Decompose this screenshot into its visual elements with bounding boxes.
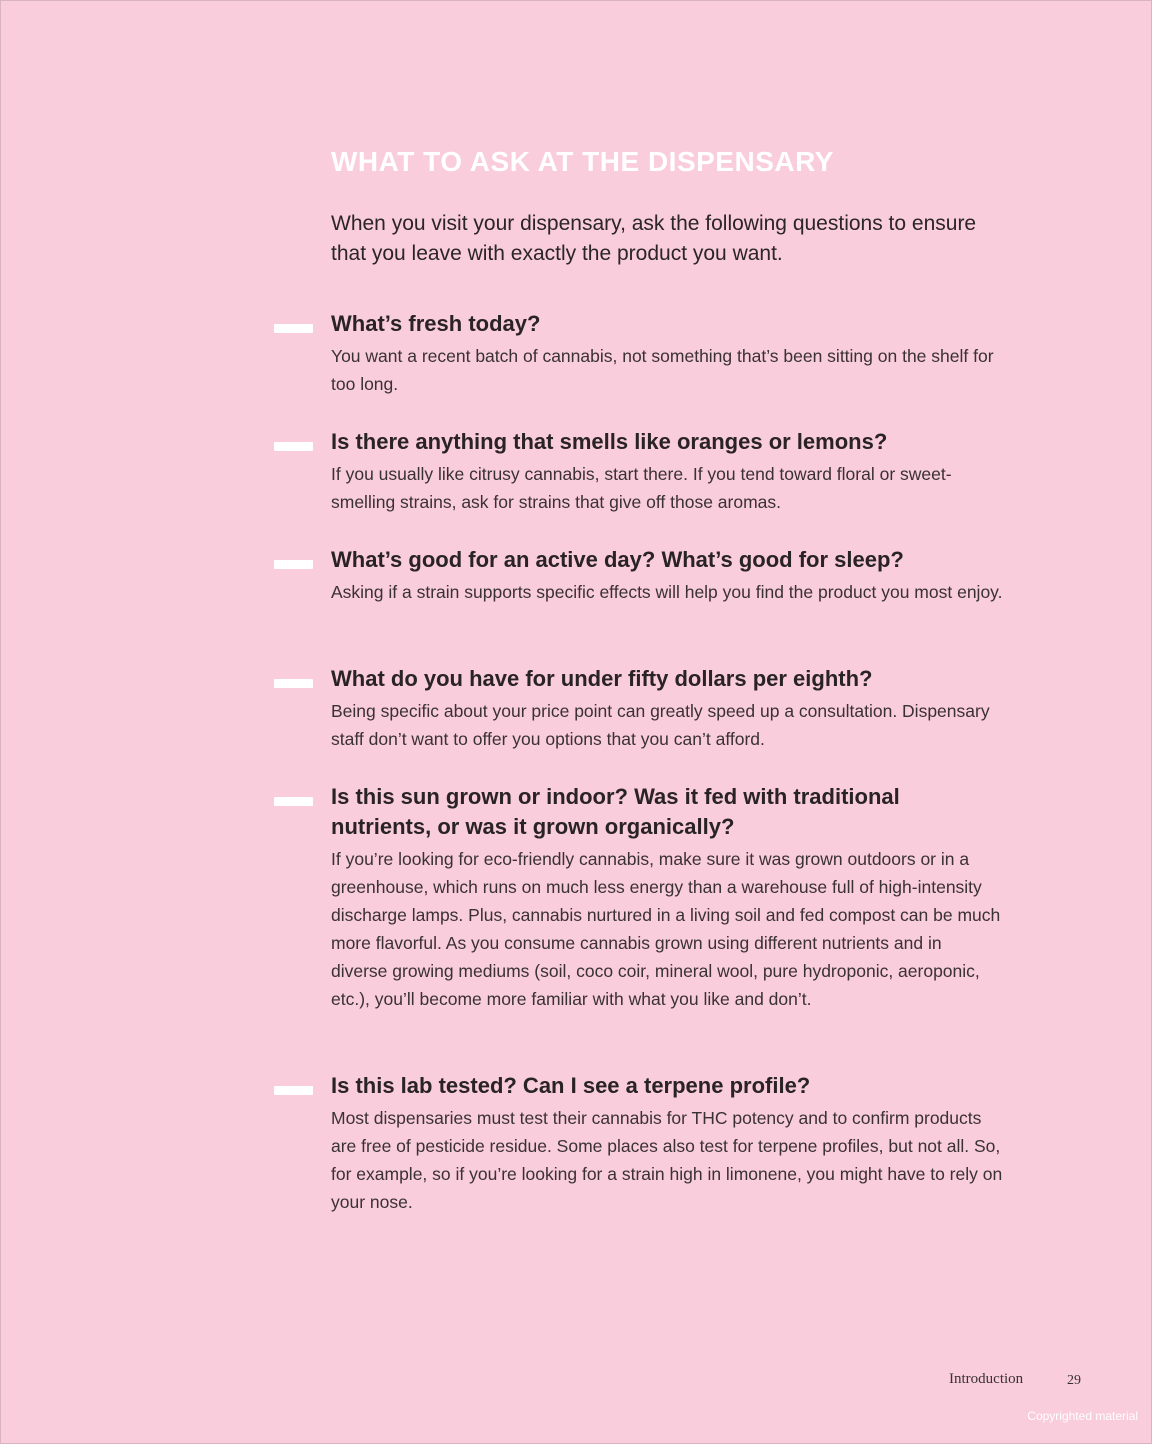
answer-text: If you’re looking for eco-friendly cannabis, make sure it was grown outdoors or in a greenhouse, which runs on much less energy than a warehouse full of high-intensity discharge lamps. Plus, cannabis nurtured in a living soil and fed compost can be much more flavorful. As you consume cannabis grown using different nutrients and in diverse growing mediums (soil, coco coir, mineral wool, pure hydroponic, aeroponic, etc.), you’ll become more familiar with what you like and don’t. bbox=[331, 849, 1001, 1009]
copyright-watermark: Copyrighted material bbox=[1027, 1409, 1138, 1423]
question-item-6 bbox=[331, 1071, 1011, 1216]
question-item-1 bbox=[331, 309, 1011, 398]
question-heading: What do you have for under fifty dollars per eighth? bbox=[331, 666, 873, 691]
footer-page-number: 29 bbox=[1067, 1373, 1081, 1388]
answer-text: Being specific about your price point can greatly speed up a consultation. Dispensary staff don’t want to offer you options that you can’t afford. bbox=[331, 701, 990, 749]
intro-paragraph: When you visit your dispensary, ask the following questions to ensure that you leave with exactly the product you want. bbox=[331, 212, 977, 265]
section-heading: WHAT TO ASK AT THE DISPENSARY bbox=[331, 146, 834, 177]
dash-bullet-icon bbox=[274, 324, 313, 333]
answer-text: If you usually like citrusy cannabis, start there. If you tend toward floral or sweet-smelling strains, ask for strains that give off those aromas. bbox=[331, 464, 952, 512]
question-heading: Is this lab tested? Can I see a terpene profile? bbox=[331, 1073, 811, 1098]
question-item-4 bbox=[331, 664, 1011, 753]
question-heading: Is there anything that smells like oranges or lemons? bbox=[331, 429, 888, 454]
question-item-3 bbox=[331, 545, 1011, 606]
dash-bullet-icon bbox=[274, 679, 313, 688]
question-item-5 bbox=[331, 782, 1001, 1013]
answer-text: Asking if a strain supports specific effects will help you find the product you most enjoy. bbox=[331, 582, 1003, 602]
question-heading: Is this sun grown or indoor? Was it fed with traditional nutrients, or was it grown organically? bbox=[331, 784, 900, 839]
footer-section-name: Introduction bbox=[949, 1371, 1024, 1387]
question-heading: What’s fresh today? bbox=[331, 311, 541, 336]
answer-text: Most dispensaries must test their cannabis for THC potency and to confirm products are free of pesticide residue. Some places also test for terpene profiles, but not all. So, for example, so if you’re looking for a strain high in limonene, you might have to rely on your nose. bbox=[331, 1108, 1003, 1212]
dash-bullet-icon bbox=[274, 797, 313, 806]
dash-bullet-icon bbox=[274, 1086, 313, 1095]
dash-bullet-icon bbox=[274, 442, 313, 451]
question-heading: What’s good for an active day? What’s good for sleep? bbox=[331, 547, 904, 572]
answer-text: You want a recent batch of cannabis, not something that’s been sitting on the shelf for too long. bbox=[331, 346, 994, 394]
question-item-2 bbox=[331, 427, 1011, 516]
dash-bullet-icon bbox=[274, 560, 313, 569]
